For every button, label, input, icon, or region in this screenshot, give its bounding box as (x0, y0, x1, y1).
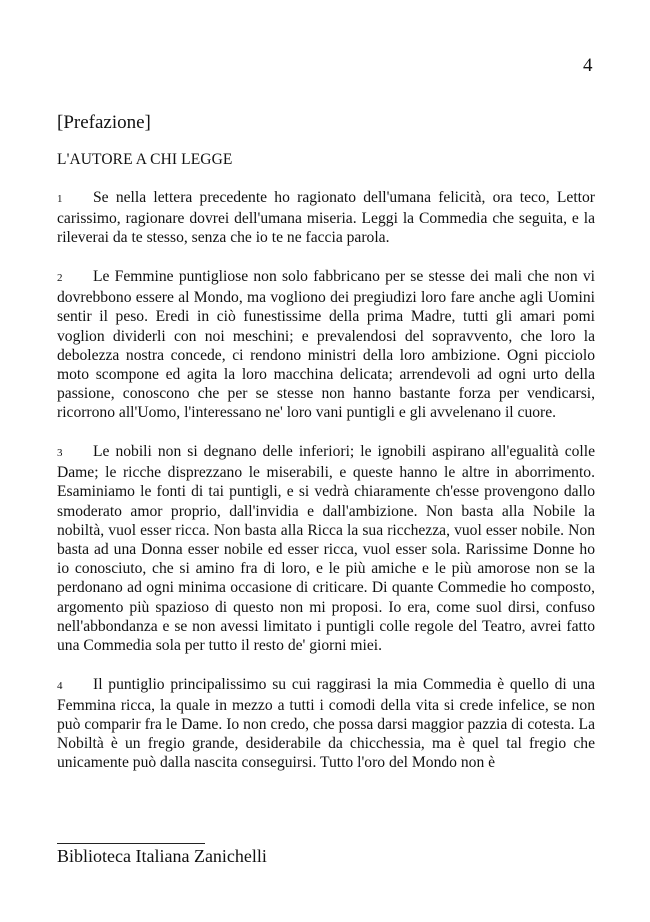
paragraph (57, 675, 595, 773)
paragraph-text: Se nella lettera precedente ho ragionato dell'umana felicità, ora teco, Lettor carissimo, ragionare dovrei dell'umana miseria. Leggi la Commedia che seguita, e la rileverai da te stesso, senza che io te ne faccia parola. (57, 189, 595, 247)
section-title: [Prefazione] (57, 112, 151, 133)
paragraph-text: Le Femmine puntigliose non solo fabbricano per se stesse dei mali che non vi dovrebbono essere al Mondo, ma vogliono dei pregiudizi loro fare anche agli Uomini sentir il peso. Eredi in ciò funestissime della prima Madre, tutti gli amari pomi voglion dividerli con noi meschini; e prevalendosi del sopravvento, che loro la debolezza nostra concede, ci rendono ministri della loro ambizione. Ogni picciolo moto scompone ed agita la loro macchina delicata; arrendevoli ad ogni urto della passione, conoscono che per se stesse non hanno bastante forza per vendicarsi, ricorrono all'Uomo, l'interessano ne' loro vani puntigli e gli avvelenano il cuore. (57, 268, 595, 422)
paragraph-number: 4 (57, 679, 63, 692)
footer-publisher: Biblioteca Italiana Zanichelli (57, 846, 267, 866)
chapter-subtitle: L'AUTORE A CHI LEGGE (57, 151, 233, 168)
paragraph (57, 267, 595, 423)
paragraph-number: 1 (57, 193, 63, 205)
paragraph-text: Il puntiglio principalissimo su cui raggirasi la mia Commedia è quello di una Femmina ricca, la quale in mezzo a tutti i comodi della vita si crede infelice, se non può comparir fra le Dame. Io non credo, che possa darsi maggior pazzia di cotesta. La Nobiltà è un fregio grande, desiderabile da chicchessia, ma è quel tal fregio che unicamente può dalla nascita conseguirsi. Tutto l'oro del Mondo non è (57, 675, 595, 772)
paragraph-text: Le nobili non si degnano delle inferiori; le ignobili aspirano all'egualità colle Dame; le ricche disprezzano le miserabili, e queste hanno le altre in aborrimento. Esaminiamo le fonti di tai puntigli, e si vedrà chiaramente ch'esse provengono dallo smoderato amor proprio, dall'invidia e dall'ambizione. Non basta alla Nobile la nobiltà, vuol esser ricca. Non basta alla Ricca la sua ricchezza, vuol esser nobile. Non basta ad una Donna esser nobile ed esser ricca, vuol esser sola. Rarissime Donne ho io conosciuto, che si amino fra di loro, e le più amiche e le più amorose non se la perdonano ad ogni minima occasione di criticare. Di quante Commedie ho composto, argomento più spazioso di questo non mi proposi. Io era, come suol dirsi, confuso nell'abbondanza e se non avessi limitato i puntigli colle regole del Teatro, avrei fatto una Commedia sola per tutto il resto de' giorni miei. (57, 443, 595, 655)
paragraph (57, 188, 595, 248)
paragraph (57, 442, 595, 655)
page-number: 4 (583, 55, 593, 76)
body-text (57, 188, 595, 792)
paragraph-number: 2 (57, 272, 63, 284)
footer-divider (57, 843, 205, 844)
paragraph-number: 3 (57, 447, 63, 460)
